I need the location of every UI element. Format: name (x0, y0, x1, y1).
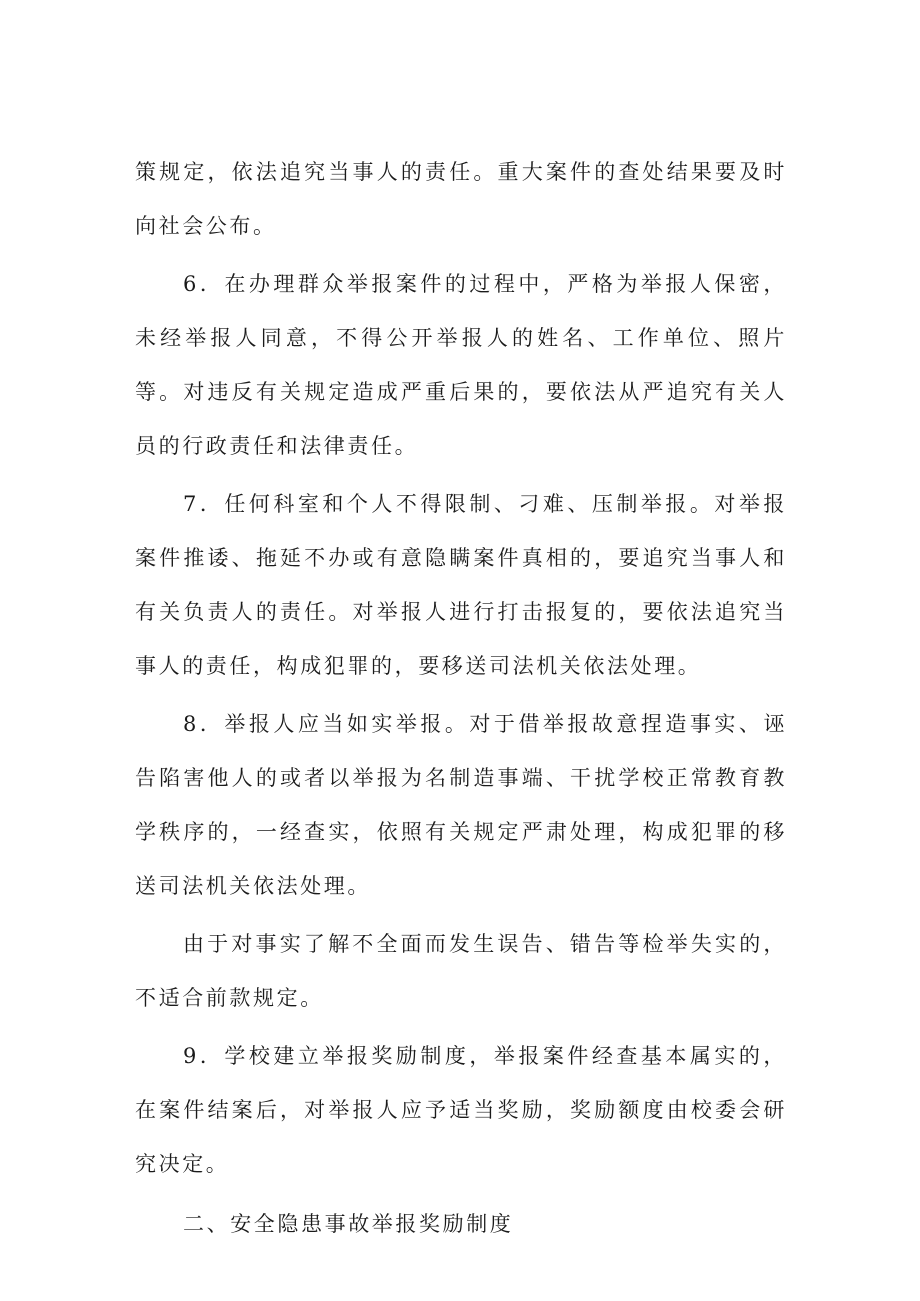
document-body (135, 145, 787, 1272)
paragraph-item-7: 7．任何科室和个人不得限制、刁难、压制举报。对举报案件推诿、拖延不办或有意隐瞒案件真相的，要追究当事人和有关负责人的责任。对举报人进行打击报复的，要依法追究当事人的责任，构成犯罪的，要移送司法机关依法处理。 (135, 492, 787, 678)
paragraph-item-9: 9．学校建立举报奖励制度，举报案件经查基本属实的，在案件结案后，对举报人应予适当奖励，奖励额度由校委会研究决定。 (135, 1044, 787, 1176)
paragraph-continuation: 策规定，依法追究当事人的责任。重大案件的查处结果要及时向社会公布。 (135, 160, 787, 238)
section-heading: 二、安全隐患事故举报奖励制度 (183, 1212, 514, 1236)
paragraph-item-8: 8．举报人应当如实举报。对于借举报故意捏造事实、诬告陷害他人的或者以举报为名制造事端、干扰学校正常教育教学秩序的，一经查实，依照有关规定严肃处理，构成犯罪的移送司法机关依法处理。 (135, 712, 787, 898)
paragraph-item-8-note: 由于对事实了解不全面而发生误告、错告等检举失实的，不适合前款规定。 (135, 932, 787, 1010)
paragraph-item-6: 6．在办理群众举报案件的过程中，严格为举报人保密，未经举报人同意，不得公开举报人的姓名、工作单位、照片等。对违反有关规定造成严重后果的，要依法从严追究有关人员的行政责任和法律责任。 (135, 272, 787, 458)
